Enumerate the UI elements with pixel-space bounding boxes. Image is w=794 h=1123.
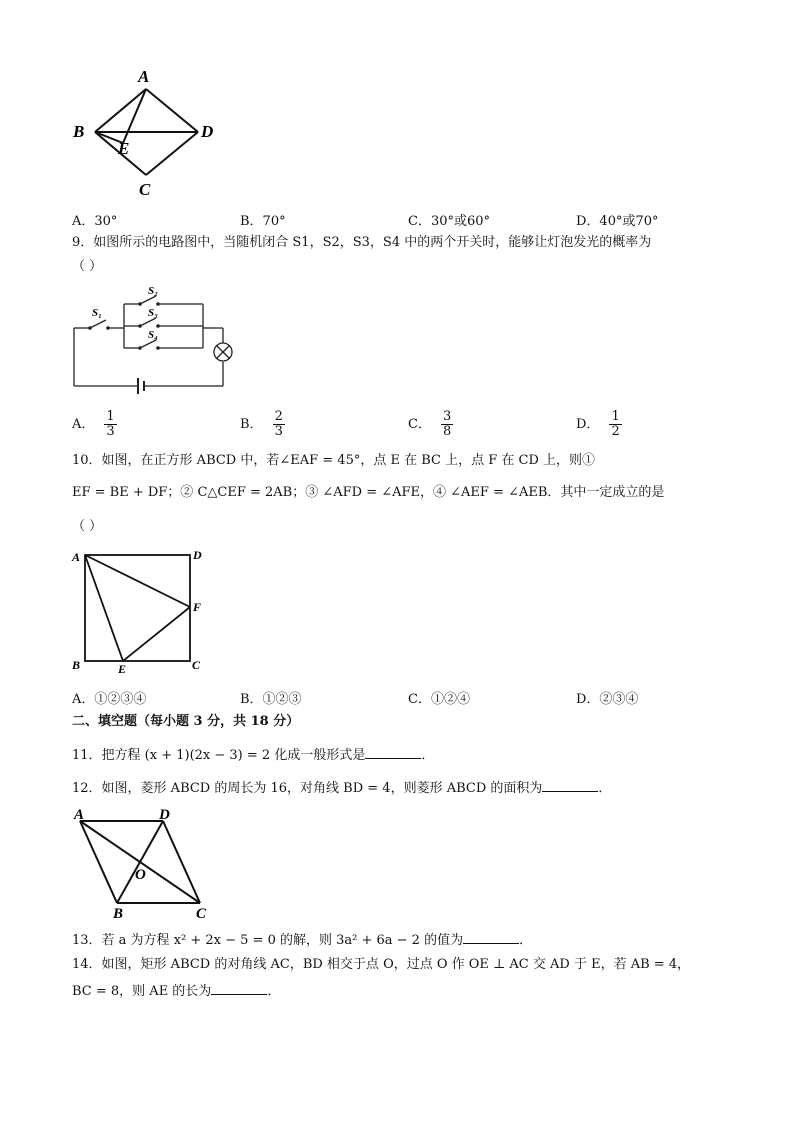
- q14-text: BC = 8，则 AE 的长为: [72, 984, 212, 999]
- q9-option-c: [408, 410, 453, 439]
- q8-option-c: C．30°或60°: [408, 214, 491, 229]
- fig10-label-f: F: [193, 600, 202, 614]
- q9-option-a-label: A．: [72, 417, 95, 432]
- q10-question-line2: EF = BE + DF；② C△CEF = 2AB；③ ∠AFD = ∠AFE，④ ∠AEF = ∠AEB．其中一定成立的是: [72, 485, 665, 500]
- q10-square-figure: [68, 545, 218, 675]
- q9-option-d-label: D．: [576, 417, 600, 432]
- q8-figure: [68, 62, 228, 202]
- circuit-label-s3: S₃: [148, 307, 158, 319]
- q14-answer-blank[interactable]: [211, 982, 267, 995]
- fig8-label-a: A: [138, 67, 150, 86]
- circuit-label-s4: S₄: [148, 329, 158, 341]
- fig8-label-e: E: [118, 139, 130, 158]
- q9-answer-paren: （ ）: [72, 259, 103, 274]
- q10-option-a: A．①②③④: [72, 692, 147, 707]
- q9-option-d-numerator: 1: [611, 409, 620, 424]
- q8-option-d: D．40°或70°: [576, 214, 659, 229]
- fig12-label-d: D: [159, 807, 170, 823]
- fig8-label-d: D: [201, 122, 214, 141]
- q9-option-b-fraction: [273, 410, 285, 439]
- q13-end: ．: [519, 933, 533, 948]
- q14-end: ．: [267, 984, 281, 999]
- q9-option-c-numerator: 3: [442, 409, 452, 424]
- q13-answer-blank[interactable]: [463, 931, 519, 944]
- q10-option-c: C．①②④: [408, 692, 470, 707]
- q8-option-a: A．30°: [72, 214, 118, 229]
- q9-option-a: [72, 410, 117, 439]
- q9-question: 9．如图所示的电路图中，当随机闭合 S1，S2，S3，S4 中的两个开关时，能够让灯泡发光的概率为: [72, 235, 652, 250]
- q13-question: [72, 931, 532, 950]
- q14-question-line1: 14．如图，矩形 ABCD 的对角线 AC，BD 相交于点 O，过点 O 作 OE ⊥ AC 交 AD 于 E，若 AB = 4，: [72, 957, 691, 972]
- q11-question: [72, 746, 434, 765]
- q9-option-d: [576, 410, 622, 439]
- fig10-label-b: B: [72, 658, 81, 672]
- q9-option-a-fraction: [104, 410, 116, 439]
- q10-question-line1: 10．如图，在正方形 ABCD 中，若∠EAF = 45°，点 E 在 BC 上，点 F 在 CD 上，则①: [72, 453, 596, 468]
- fig12-label-c: C: [196, 906, 207, 922]
- fig8-label-c: C: [139, 180, 151, 199]
- q13-text: 13．若 a 为方程 x² + 2x − 5 = 0 的解，则 3a² + 6a − 2 的值为: [72, 933, 464, 948]
- fig10-label-e: E: [118, 662, 127, 675]
- q12-question: [72, 779, 611, 798]
- q11-text: 11．把方程 (x + 1)(2x − 3) = 2 化成一般形式是: [72, 748, 366, 763]
- q9-option-c-fraction: [441, 410, 453, 439]
- q9-option-b-label: B．: [240, 417, 263, 432]
- q12-end: ．: [598, 781, 612, 796]
- circuit-label-s1: S₁: [92, 307, 102, 319]
- q9-option-c-label: C．: [408, 417, 431, 432]
- q9-circuit-diagram: [68, 284, 248, 394]
- circuit-label-s2: S₂: [148, 285, 158, 297]
- q11-end: ．: [421, 748, 435, 763]
- fig10-label-c: C: [192, 658, 201, 672]
- q9-option-b-denominator: 3: [274, 424, 283, 439]
- fig12-label-o: O: [135, 867, 146, 883]
- q9-option-d-denominator: 2: [611, 424, 620, 439]
- q8-option-b: B．70°: [240, 214, 286, 229]
- q14-question-line2: [72, 982, 280, 1001]
- fig12-label-b: B: [113, 906, 124, 922]
- q10-answer-paren: （ ）: [72, 519, 103, 534]
- fig10-label-d: D: [193, 548, 202, 562]
- fig8-label-b: B: [73, 122, 85, 141]
- fig12-label-a: A: [74, 807, 85, 823]
- q11-answer-blank[interactable]: [365, 746, 421, 759]
- q9-option-d-fraction: [609, 410, 621, 439]
- fig10-label-a: A: [72, 550, 81, 564]
- q9-option-b-numerator: 2: [274, 409, 283, 424]
- q10-option-d: D．②③④: [576, 692, 639, 707]
- q9-option-a-denominator: 3: [106, 424, 115, 439]
- q9-option-a-numerator: 1: [106, 409, 115, 424]
- q10-option-b: B．①②③: [240, 692, 302, 707]
- q12-rhombus-figure: [68, 806, 218, 922]
- section-title: 二、填空题（每小题 3 分，共 18 分）: [72, 714, 300, 729]
- q9-option-c-denominator: 8: [442, 424, 452, 439]
- q12-answer-blank[interactable]: [542, 779, 598, 792]
- q9-option-b: [240, 410, 285, 439]
- q12-text: 12．如图，菱形 ABCD 的周长为 16，对角线 BD = 4，则菱形 ABCD 的面积为: [72, 781, 543, 796]
